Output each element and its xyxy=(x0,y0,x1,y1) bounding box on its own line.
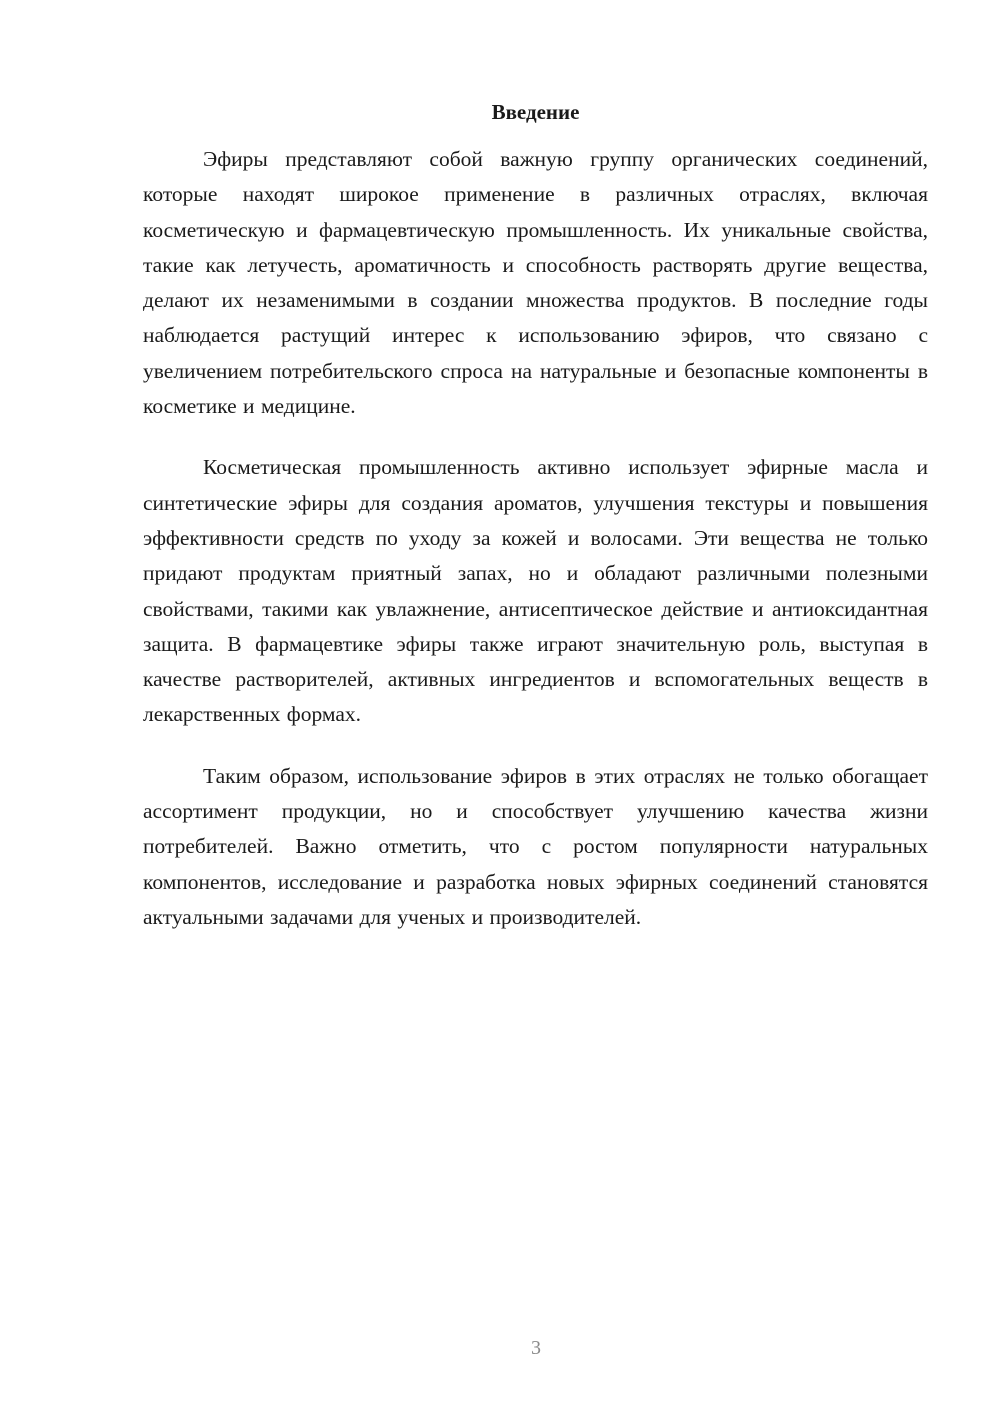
body-text xyxy=(143,142,928,961)
page-number: 3 xyxy=(531,1337,541,1359)
paragraph-1: Эфиры представляют собой важную группу органических соединений, которые находят широкое применение в различных отраслях, включая косметическую и фармацевтическую промышленность. Их уникальные свойства, такие как летучесть, ароматичность и способность растворять другие вещества, делают их незаменимыми в создании множества продуктов. В последние годы наблюдается растущий интерес к использованию эфиров, что связано с увеличением потребительского спроса на натуральные и безопасные компоненты в косметике и медицине. xyxy=(143,147,928,419)
paragraph-2: Косметическая промышленность активно использует эфирные масла и синтетические эфиры для создания ароматов, улучшения текстуры и повышения эффективности средств по уходу за кожей и волосами. Эти вещества не только придают продуктам приятный запах, но и обладают различными полезными свойствами, такими как увлажнение, антисептическое действие и антиоксидантная защита. В фармацевтике эфиры также играют значительную роль, выступая в качестве растворителей, активных ингредиентов и вспомогательных веществ в лекарственных формах. xyxy=(143,455,928,727)
section-heading: Введение xyxy=(491,100,580,124)
paragraph-3: Таким образом, использование эфиров в этих отраслях не только обогащает ассортимент продукции, но и способствует улучшению качества жизни потребителей. Важно отметить, что с ростом популярности натуральных компонентов, исследование и разработка новых эфирных соединений становятся актуальными задачами для ученых и производителей. xyxy=(143,763,928,929)
